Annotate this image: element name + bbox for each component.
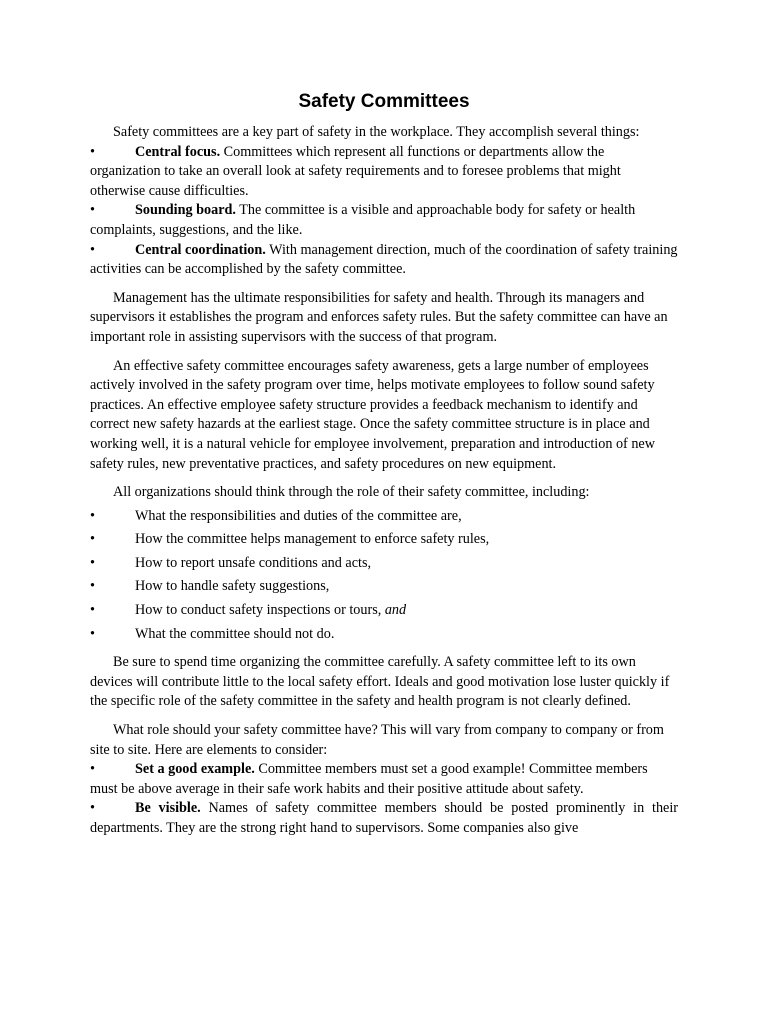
bullet-mark: • xyxy=(90,602,95,619)
list-item xyxy=(90,554,678,574)
list-item-text: The committee is a visible and approachable body for safety or health complaints, suggestions, and the like. xyxy=(90,202,636,238)
bullet-mark: • xyxy=(90,241,95,258)
bullet-mark: • xyxy=(90,507,95,524)
role-intro-paragraph: All organizations should think through the role of their safety committee, including: xyxy=(113,484,590,501)
list-item-italic: and xyxy=(384,602,407,619)
elements-intro-paragraph: What role should your safety committee have? This will vary from company to company or from site to site. Here are elements to consider: xyxy=(90,722,664,758)
list-item-term: Be visible. xyxy=(135,800,201,817)
document-title: Safety Committees xyxy=(298,91,470,112)
list-item xyxy=(90,241,678,280)
list-item-text: Names of safety committee members should be posted prominently in their departments. They are the strong right hand to supervisors. Some companies also give xyxy=(90,800,679,836)
list-item xyxy=(90,507,678,527)
intro-paragraph: Safety committees are a key part of safety in the workplace. They accomplish several things: xyxy=(113,124,640,140)
bullet-mark: • xyxy=(90,761,95,778)
role-list xyxy=(90,507,678,645)
list-item xyxy=(90,625,678,645)
organizing-paragraph: Be sure to spend time organizing the committee carefully. A safety committee left to its own devices will contribute little to the local safety effort. Ideals and good motivation lose luster quickly if the specific role of the safety committee in the safety and health program is not clearly defined. xyxy=(90,654,670,710)
list-item-text: Committee members must set a good example! Committee members must be above average in their safe work habits and their positive attitude about safety. xyxy=(90,761,648,797)
list-item xyxy=(90,577,678,597)
management-paragraph: Management has the ultimate responsibilities for safety and health. Through its managers and supervisors it establishes the program and enforces safety rules. But the safety committee can have an important role in assisting supervisors with the success of that program. xyxy=(90,289,668,345)
bullet-mark: • xyxy=(90,531,95,548)
list-item-term: Set a good example. xyxy=(135,761,255,778)
list-item-term: Sounding board. xyxy=(135,202,236,219)
list-item-text: How the committee helps management to enforce safety rules, xyxy=(135,531,490,548)
elements-list xyxy=(90,760,678,838)
list-item-term: Central coordination. xyxy=(135,241,266,258)
list-item xyxy=(90,760,678,799)
list-item-text: How to report unsafe conditions and acts, xyxy=(135,554,372,571)
bullet-mark: • xyxy=(90,202,95,219)
list-item-text: Committees which represent all functions or departments allow the organization to take an overall look at safety requirements and to foresee problems that might otherwise cause difficulties. xyxy=(90,143,621,199)
list-item-text: What the committee should not do. xyxy=(135,625,335,642)
list-item-term: Central focus. xyxy=(135,143,221,160)
list-item-text: What the responsibilities and duties of the committee are, xyxy=(135,507,462,524)
list-item xyxy=(90,601,678,621)
list-item xyxy=(90,530,678,550)
list-item xyxy=(90,201,678,240)
list-item-text: How to handle safety suggestions, xyxy=(135,578,330,595)
list-item xyxy=(90,799,678,838)
list-item xyxy=(90,143,678,202)
bullet-mark: • xyxy=(90,800,95,817)
effective-committee-paragraph: An effective safety committee encourages safety awareness, gets a large number of employees actively involved in the safety program over time, helps motivate employees to follow sound safety practices. An effective employee safety structure provides a feedback mechanism to identify and correct new safety hazards at the earliest stage. Once the safety committee structure is in place and working well, it is a natural vehicle for employee involvement, preparation and introduction of new safety rules, new preventative practices, and safety procedures on new equipment. xyxy=(90,357,655,472)
document-body xyxy=(90,90,678,839)
list-item-text: How to conduct safety inspections or tours, xyxy=(135,602,385,619)
bullet-mark: • xyxy=(90,625,95,642)
bullet-mark: • xyxy=(90,554,95,571)
bullet-mark: • xyxy=(90,578,95,595)
bullet-mark: • xyxy=(90,143,95,160)
list-item-text: With management direction, much of the coordination of safety training activities can be accomplished by the safety committee. xyxy=(90,241,678,278)
focus-list xyxy=(90,143,678,280)
